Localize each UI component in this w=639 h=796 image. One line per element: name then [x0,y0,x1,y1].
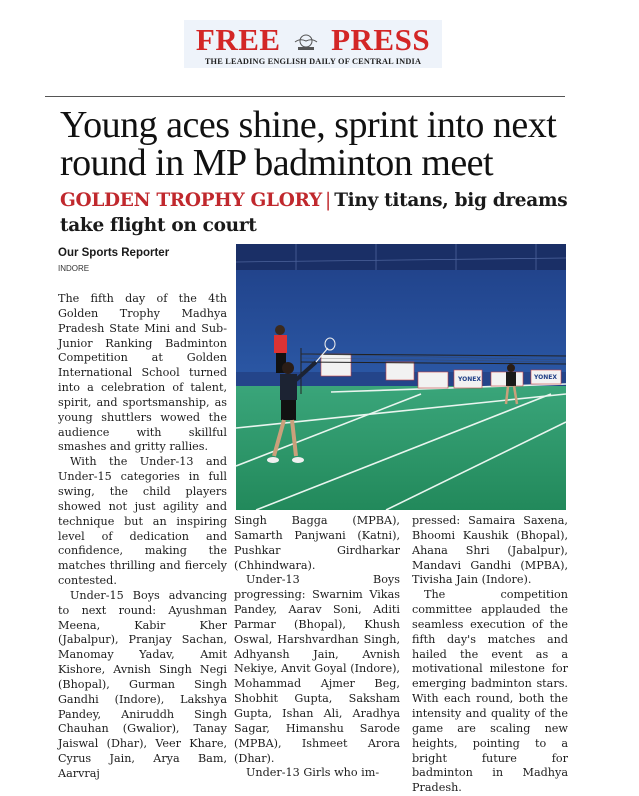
dateline: INDORE [58,264,90,273]
paragraph: With the Under-13 and Under-15 categories in full swing, the child players showed not just agility and technique but an inspiring level of dedication and confidence, making the matches thrilling and fiercely contested. [58,455,227,588]
masthead [184,20,442,68]
paragraph: Under-15 Boys advancing to next round: Ayushman Meena, Kabir Kher (Jabalpur), Pranjay Sachan, Manomay Yadav, Amit Kishore, Avnish Singh Negi (Bhopal), Gurman Singh Gandhi (Indore), Lakshya Pandey, Aniruddh Singh Chauhan (Gwalior), Tanay Jaiswal (Dhar), Veer Khare, Cyrus Jain, Arya Bam, Aarvraj [58,588,227,780]
article-column-3 [412,514,568,796]
kicker-separator: | [324,190,332,211]
press-emblem-icon [292,32,320,54]
headline [60,106,580,182]
masthead-tagline: THE LEADING ENGLISH DAILY OF CENTRAL INDIA [204,57,422,66]
masthead-title [184,22,442,58]
paragraph: Under-13 Boys progressing: Swarnim Vikas Pandey, Aarav Soni, Aditi Parmar (Bhopal), Khush Oswal, Harshvardhan Singh, Adhyansh Jain, Avnish Nekiye, Anvit Goyal (Indore), Mohammad Ajmer Beg, Shobhit Gupta, Saksham Gupta, Ishan Ali, Aradhya Sagar, Himanshu Sarode (MPBA), Ishmeet Arora (Dhar). [234,573,400,765]
yonex-banner-2: YONEX [534,374,557,381]
paragraph: Singh Bagga (MPBA), Samarth Panjwani (Katni), Pushkar Girdharkar (Chhindwara). [234,514,400,572]
paragraph: The competition committee applauded the seamless execution of the fifth day's matches and hailed the event as a motivational milestone for emerging badminton stars. With each round, both the intensity and quality of the game are scaling new heights, pointing to a bright future for badminton in Madhya Pradesh. [412,588,568,795]
masthead-title-right: PRESS [331,22,431,57]
paragraph: The fifth day of the 4th Golden Trophy Madhya Pradesh State Mini and Sub-Junior Ranking Badminton Competition at Golden International School turned into a celebration of talent, spirit, and sportsmanship, as young shuttlers wowed the audience with skillful smashes and gritty rallies. [58,292,227,454]
top-rule [45,96,565,97]
badminton-court-photo [236,244,566,510]
byline: Our Sports Reporter [58,247,170,259]
article-column-2 [234,514,400,781]
paragraph: Under-13 Girls who im- [246,766,380,780]
subhead [60,188,580,238]
article-column-1 [58,292,227,782]
masthead-title-left: FREE [195,22,281,57]
deck: Tiny titans, big dreams take flight on court [60,190,568,236]
headline-line-1: Young aces shine, sprint into next [60,104,557,146]
paragraph: pressed: Samaira Saxena, Bhoomi Kaushik (Bhopal), Ahana Shri (Jabalpur), Mandavi Gandhi (MPBA), Tivisha Jain (Indore). [412,514,568,587]
headline-line-2: round in MP badminton meet [60,142,494,184]
yonex-banner-1: YONEX [458,376,481,383]
kicker: GOLDEN TROPHY GLORY [60,190,322,211]
